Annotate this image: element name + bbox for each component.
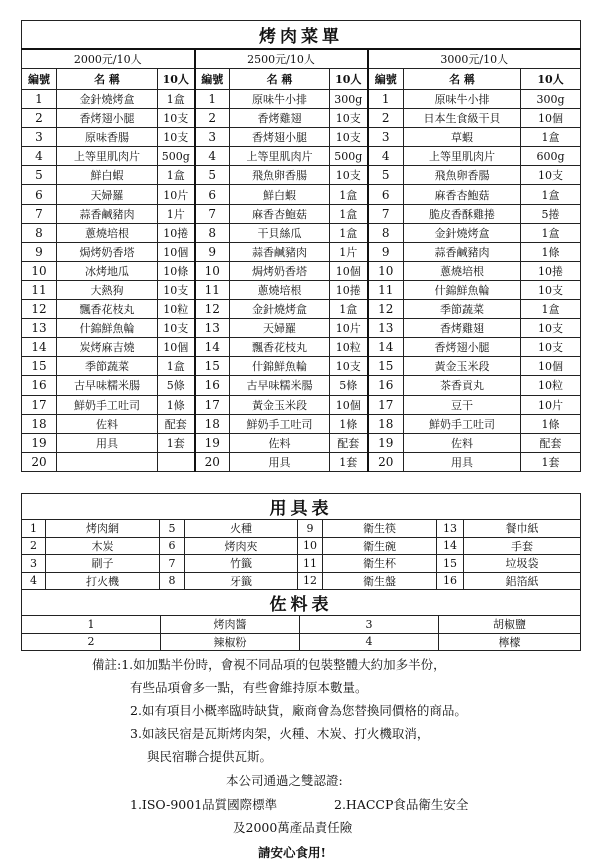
item-name: 金針燒烤盒 — [230, 300, 330, 319]
item-number: 20 — [22, 452, 57, 471]
table-row — [22, 616, 581, 634]
certification-iso: 1.ISO-9001品質國際標準 — [130, 797, 278, 812]
item-name: 飛魚卵香腸 — [404, 166, 521, 185]
item-number: 3 — [22, 128, 57, 147]
tool-number: 7 — [160, 555, 185, 573]
item-name: 古早味糯米腸 — [230, 376, 330, 395]
item-quantity: 10支 — [158, 280, 195, 299]
item-number: 12 — [368, 300, 404, 319]
table-row — [22, 338, 581, 357]
item-name: 麻香杏鮑菇 — [230, 204, 330, 223]
table-row — [22, 261, 581, 280]
item-number: 6 — [22, 185, 57, 204]
tool-number: 6 — [160, 537, 185, 555]
item-name: 蒜香鹹豬肉 — [230, 242, 330, 261]
item-quantity: 10片 — [330, 319, 368, 338]
item-number: 3 — [368, 128, 404, 147]
item-number: 18 — [368, 414, 404, 433]
tool-name: 衛生碗 — [323, 537, 437, 555]
tool-number: 5 — [160, 520, 185, 538]
item-quantity: 10個 — [330, 395, 368, 414]
item-quantity: 10粒 — [158, 300, 195, 319]
tool-number: 11 — [298, 555, 323, 573]
item-quantity: 500g — [158, 147, 195, 166]
item-name: 蔥燒培根 — [57, 223, 158, 242]
tool-name: 烤肉夾 — [185, 537, 298, 555]
tier-header-2500: 2500元/10人 — [195, 49, 368, 69]
tool-number: 4 — [22, 572, 46, 590]
item-number: 2 — [368, 109, 404, 128]
item-quantity: 10個 — [158, 338, 195, 357]
tool-name: 衛生筷 — [323, 520, 437, 538]
certification-haccp: 2.HACCP食品衛生安全 — [334, 797, 469, 812]
item-name: 原味香腸 — [57, 128, 158, 147]
table-row — [22, 395, 581, 414]
item-number: 15 — [22, 357, 57, 376]
item-name: 什錦鮮魚輪 — [57, 319, 158, 338]
item-name: 黃金玉米段 — [404, 357, 521, 376]
item-quantity: 配套 — [521, 433, 581, 452]
item-quantity: 1套 — [158, 433, 195, 452]
col-header-qty: 10人 — [158, 69, 195, 90]
item-number: 10 — [22, 261, 57, 280]
item-number: 6 — [368, 185, 404, 204]
table-row — [22, 300, 581, 319]
item-name: 蔥燒培根 — [404, 261, 521, 280]
item-name: 天婦羅 — [230, 319, 330, 338]
tool-name: 木炭 — [46, 537, 160, 555]
item-number: 14 — [368, 338, 404, 357]
item-number: 14 — [22, 338, 57, 357]
sauce-number: 2 — [22, 633, 161, 651]
item-quantity: 1盒 — [330, 185, 368, 204]
item-quantity: 1片 — [158, 204, 195, 223]
item-name: 茶香貢丸 — [404, 376, 521, 395]
item-quantity — [158, 452, 195, 471]
col-header-no: 編號 — [368, 69, 404, 90]
sauce-number: 3 — [300, 616, 439, 634]
item-name: 香烤雞翅 — [404, 319, 521, 338]
item-quantity: 1盒 — [521, 300, 581, 319]
item-name: 干貝絲瓜 — [230, 223, 330, 242]
item-quantity: 10支 — [521, 319, 581, 338]
item-quantity: 5條 — [158, 376, 195, 395]
sauce-number: 1 — [22, 616, 161, 634]
item-name: 鮮奶手工吐司 — [230, 414, 330, 433]
item-number: 7 — [195, 204, 230, 223]
item-quantity: 配套 — [330, 433, 368, 452]
sauce-name: 辣椒粉 — [161, 633, 300, 651]
table-row — [22, 147, 581, 166]
item-number: 9 — [368, 242, 404, 261]
item-quantity: 10支 — [158, 109, 195, 128]
item-quantity: 1盒 — [521, 223, 581, 242]
note-line-2: 有些品項會多一點，有些會維持原本數量。 — [130, 680, 368, 695]
item-name: 蒜香鹹豬肉 — [404, 242, 521, 261]
item-quantity: 10支 — [330, 128, 368, 147]
note-line-1: 備註:1.如加點半份時，會視不同品項的包裝整體大約加多半份， — [92, 657, 446, 672]
item-name: 用具 — [230, 452, 330, 471]
item-name: 上等里肌肉片 — [230, 147, 330, 166]
item-number: 1 — [368, 90, 404, 109]
item-name: 金針燒烤盒 — [57, 90, 158, 109]
item-name: 蔥燒培根 — [230, 280, 330, 299]
sauce-title: 佐料表 — [22, 590, 581, 616]
sauce-name: 胡椒鹽 — [439, 616, 581, 634]
table-row — [22, 537, 581, 555]
item-name: 上等里肌肉片 — [57, 147, 158, 166]
item-quantity: 1條 — [330, 414, 368, 433]
table-row — [22, 376, 581, 395]
item-number: 4 — [195, 147, 230, 166]
tool-number: 3 — [22, 555, 46, 573]
item-name: 鮮奶手工吐司 — [404, 414, 521, 433]
item-name: 原味牛小排 — [230, 90, 330, 109]
item-name: 蒜香鹹豬肉 — [57, 204, 158, 223]
tool-name: 衛生盤 — [323, 572, 437, 590]
table-row — [22, 90, 581, 109]
table-row — [22, 433, 581, 452]
item-number: 13 — [368, 319, 404, 338]
item-quantity: 1盒 — [330, 300, 368, 319]
table-row — [22, 128, 581, 147]
item-quantity: 1盒 — [330, 204, 368, 223]
item-name: 炭烤麻吉燒 — [57, 338, 158, 357]
item-name: 古早味糯米腸 — [57, 376, 158, 395]
item-name: 香烤翅小腿 — [230, 128, 330, 147]
item-quantity: 300g — [521, 90, 581, 109]
table-row — [22, 357, 581, 376]
item-quantity: 1盒 — [158, 357, 195, 376]
item-name: 鮮白蝦 — [230, 185, 330, 204]
table-row — [22, 452, 581, 471]
item-quantity: 10捲 — [158, 223, 195, 242]
item-quantity: 10捲 — [521, 261, 581, 280]
item-quantity: 1盒 — [521, 128, 581, 147]
item-quantity: 500g — [330, 147, 368, 166]
bbq-menu-table — [21, 20, 581, 472]
item-number: 6 — [195, 185, 230, 204]
table-row — [22, 555, 581, 573]
item-number: 15 — [195, 357, 230, 376]
item-quantity: 10片 — [158, 185, 195, 204]
certification-heading: 本公司通過之雙認證: — [226, 773, 343, 788]
tools-title: 用具表 — [22, 494, 581, 520]
item-quantity: 1條 — [158, 395, 195, 414]
col-header-qty: 10人 — [521, 69, 581, 90]
item-name: 季節蔬菜 — [404, 300, 521, 319]
tool-name: 衛生杯 — [323, 555, 437, 573]
item-number: 20 — [195, 452, 230, 471]
item-number: 7 — [368, 204, 404, 223]
col-header-name: 名 稱 — [57, 69, 158, 90]
item-name: 焗烤奶香塔 — [230, 261, 330, 280]
item-number: 16 — [368, 376, 404, 395]
tool-number: 15 — [437, 555, 464, 573]
item-quantity: 10個 — [158, 242, 195, 261]
item-quantity: 10捲 — [330, 280, 368, 299]
item-name: 香烤翅小腿 — [404, 338, 521, 357]
tier-header-3000: 3000元/10人 — [368, 49, 581, 69]
tool-number: 12 — [298, 572, 323, 590]
tool-name: 竹籤 — [185, 555, 298, 573]
item-name: 佐料 — [57, 414, 158, 433]
item-quantity: 10支 — [330, 357, 368, 376]
item-quantity: 10個 — [521, 109, 581, 128]
sauce-number: 4 — [300, 633, 439, 651]
item-name: 豆干 — [404, 395, 521, 414]
tool-name: 烤肉網 — [46, 520, 160, 538]
item-number: 10 — [195, 261, 230, 280]
tool-name: 垃圾袋 — [464, 555, 581, 573]
item-name: 香烤翅小腿 — [57, 109, 158, 128]
col-header-no: 編號 — [22, 69, 57, 90]
item-number: 20 — [368, 452, 404, 471]
item-quantity: 配套 — [158, 414, 195, 433]
menu-title: 烤肉菜單 — [22, 21, 581, 50]
item-name: 什錦鮮魚輪 — [230, 357, 330, 376]
item-number: 9 — [22, 242, 57, 261]
item-name: 日本生食級干貝 — [404, 109, 521, 128]
item-quantity: 1盒 — [521, 185, 581, 204]
table-row — [22, 280, 581, 299]
item-quantity: 5捲 — [521, 204, 581, 223]
item-name: 麻香杏鮑菇 — [404, 185, 521, 204]
item-number: 12 — [22, 300, 57, 319]
item-number: 13 — [22, 319, 57, 338]
sauce-name: 烤肉醬 — [161, 616, 300, 634]
tool-name: 鋁箔紙 — [464, 572, 581, 590]
item-name: 佐料 — [230, 433, 330, 452]
tool-number: 10 — [298, 537, 323, 555]
item-quantity: 10支 — [158, 128, 195, 147]
table-row — [22, 633, 581, 651]
item-number: 8 — [22, 223, 57, 242]
item-quantity: 10支 — [330, 166, 368, 185]
item-number: 16 — [22, 376, 57, 395]
item-name: 香烤雞翅 — [230, 109, 330, 128]
item-name: 原味牛小排 — [404, 90, 521, 109]
item-name: 冰烤地瓜 — [57, 261, 158, 280]
item-name: 天婦羅 — [57, 185, 158, 204]
item-name: 用具 — [404, 452, 521, 471]
item-number: 17 — [195, 395, 230, 414]
sauce-name: 檸檬 — [439, 633, 581, 651]
item-number: 14 — [195, 338, 230, 357]
item-name: 上等里肌肉片 — [404, 147, 521, 166]
item-number: 3 — [195, 128, 230, 147]
item-quantity: 10粒 — [330, 338, 368, 357]
item-name: 草蝦 — [404, 128, 521, 147]
tool-name: 牙籤 — [185, 572, 298, 590]
item-number: 19 — [22, 433, 57, 452]
note-line-3: 2.如有項目小概率臨時缺貨，廠商會為您替換同價格的商品。 — [130, 703, 467, 718]
item-number: 18 — [195, 414, 230, 433]
tool-name: 打火機 — [46, 572, 160, 590]
item-quantity: 10支 — [158, 319, 195, 338]
item-number: 9 — [195, 242, 230, 261]
table-row — [22, 166, 581, 185]
col-header-name: 名 稱 — [404, 69, 521, 90]
table-row — [22, 520, 581, 538]
item-number: 8 — [195, 223, 230, 242]
item-name: 飄香花枝丸 — [57, 300, 158, 319]
item-name: 脆皮香酥雞捲 — [404, 204, 521, 223]
sauce-table — [21, 589, 581, 651]
table-row — [22, 572, 581, 590]
item-number: 19 — [368, 433, 404, 452]
item-name: 鮮白蝦 — [57, 166, 158, 185]
item-name: 飄香花枝丸 — [230, 338, 330, 357]
col-header-qty: 10人 — [330, 69, 368, 90]
item-name: 什錦鮮魚輪 — [404, 280, 521, 299]
item-number: 18 — [22, 414, 57, 433]
tool-number: 2 — [22, 537, 46, 555]
item-quantity: 1套 — [521, 452, 581, 471]
item-number: 2 — [22, 109, 57, 128]
item-quantity: 1盒 — [158, 90, 195, 109]
item-number: 17 — [368, 395, 404, 414]
item-quantity: 1片 — [330, 242, 368, 261]
tool-name: 手套 — [464, 537, 581, 555]
note-line-5: 與民宿聯合提供瓦斯。 — [147, 749, 273, 764]
item-number: 4 — [368, 147, 404, 166]
tool-number: 14 — [437, 537, 464, 555]
item-number: 17 — [22, 395, 57, 414]
tier-header-2000: 2000元/10人 — [22, 49, 195, 69]
item-number: 5 — [368, 166, 404, 185]
item-number: 11 — [368, 280, 404, 299]
item-number: 11 — [195, 280, 230, 299]
item-number: 2 — [195, 109, 230, 128]
table-row — [22, 185, 581, 204]
item-number: 8 — [368, 223, 404, 242]
item-quantity: 10片 — [521, 395, 581, 414]
liability-insurance: 及2000萬產品責任險 — [233, 820, 353, 835]
item-quantity: 10條 — [158, 261, 195, 280]
tools-table — [21, 493, 581, 590]
item-quantity: 5條 — [330, 376, 368, 395]
tool-number: 13 — [437, 520, 464, 538]
table-row — [22, 319, 581, 338]
tool-number: 1 — [22, 520, 46, 538]
item-quantity: 600g — [521, 147, 581, 166]
item-name: 飛魚卵香腸 — [230, 166, 330, 185]
table-row — [22, 223, 581, 242]
item-quantity: 10個 — [521, 357, 581, 376]
col-header-no: 編號 — [195, 69, 230, 90]
item-quantity: 1條 — [521, 414, 581, 433]
item-number: 7 — [22, 204, 57, 223]
item-quantity: 10支 — [521, 338, 581, 357]
item-quantity: 10支 — [330, 109, 368, 128]
item-number: 5 — [195, 166, 230, 185]
table-row — [22, 242, 581, 261]
note-line-4: 3.如該民宿是瓦斯烤肉架，火種、木炭、打火機取消， — [130, 726, 430, 741]
item-name: 焗烤奶香塔 — [57, 242, 158, 261]
item-quantity: 10個 — [330, 261, 368, 280]
item-name: 用具 — [57, 433, 158, 452]
item-quantity: 10粒 — [521, 376, 581, 395]
item-name: 金針燒烤盒 — [404, 223, 521, 242]
table-row — [22, 414, 581, 433]
item-quantity: 10支 — [521, 166, 581, 185]
item-quantity: 300g — [330, 90, 368, 109]
item-name — [57, 452, 158, 471]
tool-number: 8 — [160, 572, 185, 590]
item-number: 5 — [22, 166, 57, 185]
item-number: 11 — [22, 280, 57, 299]
item-name: 大熱狗 — [57, 280, 158, 299]
item-number: 1 — [195, 90, 230, 109]
item-name: 佐料 — [404, 433, 521, 452]
tool-number: 9 — [298, 520, 323, 538]
tool-name: 火種 — [185, 520, 298, 538]
item-name: 鮮奶手工吐司 — [57, 395, 158, 414]
col-header-name: 名 稱 — [230, 69, 330, 90]
item-quantity: 10支 — [521, 280, 581, 299]
item-quantity: 1套 — [330, 452, 368, 471]
item-number: 16 — [195, 376, 230, 395]
item-number: 12 — [195, 300, 230, 319]
tool-number: 16 — [437, 572, 464, 590]
item-quantity: 1盒 — [330, 223, 368, 242]
closing-message: 請安心食用! — [258, 845, 326, 860]
item-quantity: 1條 — [521, 242, 581, 261]
item-quantity: 1盒 — [158, 166, 195, 185]
item-number: 19 — [195, 433, 230, 452]
item-number: 4 — [22, 147, 57, 166]
tool-name: 刷子 — [46, 555, 160, 573]
item-name: 季節蔬菜 — [57, 357, 158, 376]
item-number: 13 — [195, 319, 230, 338]
table-row — [22, 204, 581, 223]
table-row — [22, 109, 581, 128]
item-number: 1 — [22, 90, 57, 109]
tool-name: 餐巾紙 — [464, 520, 581, 538]
item-number: 10 — [368, 261, 404, 280]
item-name: 黃金玉米段 — [230, 395, 330, 414]
item-number: 15 — [368, 357, 404, 376]
